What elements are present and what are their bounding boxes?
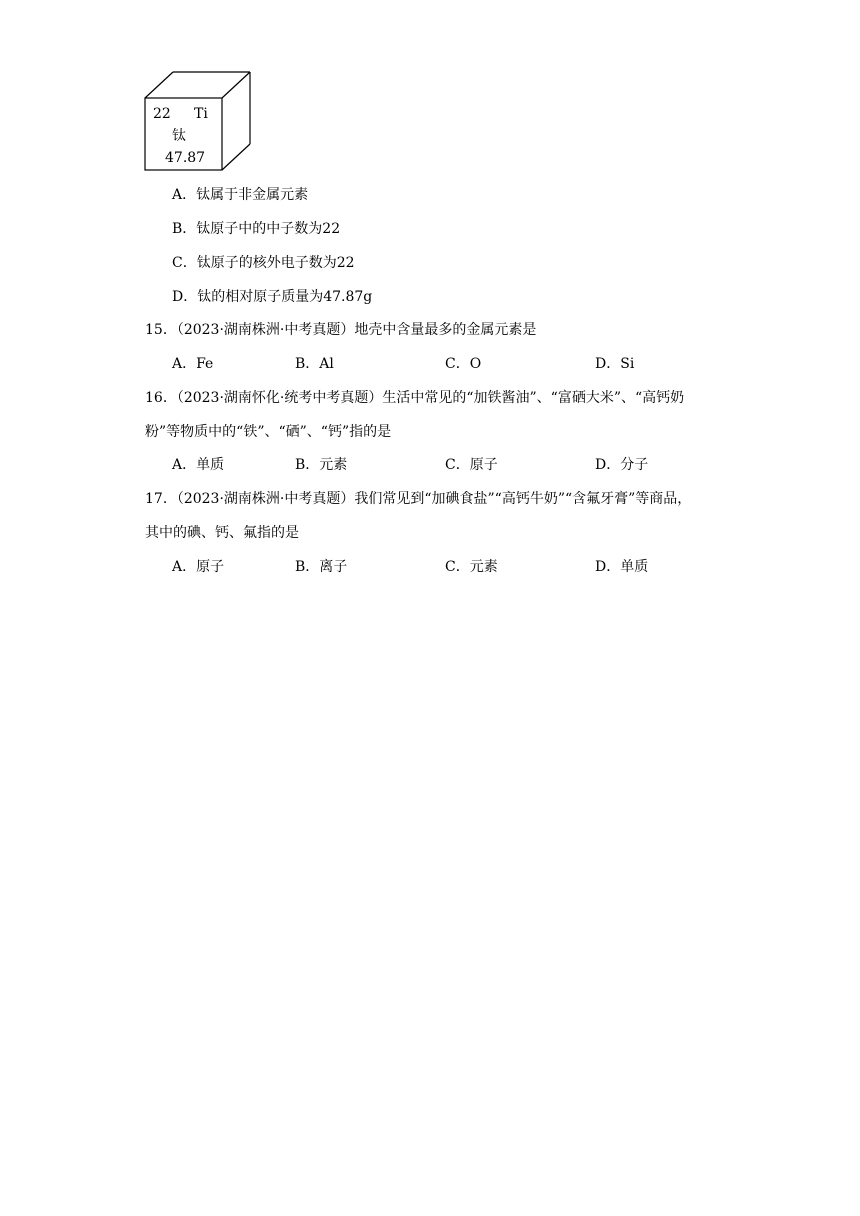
atomic-number: 22 xyxy=(153,106,171,122)
q14-option-a: A．钛属于非金属元素 xyxy=(172,187,309,203)
q17-option-b: B．离子 xyxy=(295,559,348,575)
q15-option-a: A．Fe xyxy=(172,356,214,372)
q17-stem-line1: 17．（2023·湖南株洲·中考真题）我们常见到“加碘食盐”“高钙牛奶”“含氟牙膏”等商品， xyxy=(145,491,692,507)
q16-option-a: A．单质 xyxy=(172,457,225,473)
q15-option-d: D．Si xyxy=(595,356,635,372)
q17-stem-line2: 其中的碘、钙、氟指的是 xyxy=(145,525,299,541)
q15-option-b: B．Al xyxy=(295,356,334,372)
q17-option-a: A．原子 xyxy=(172,559,225,575)
q14-option-c: C．钛原子的核外电子数为22 xyxy=(172,255,355,271)
titanium-element-cube xyxy=(143,70,253,172)
q16-stem-line2: 粉”等物质中的“铁”、“硒”、“钙”指的是 xyxy=(145,424,392,440)
q16-option-d: D．分子 xyxy=(595,457,649,473)
q14-option-b: B．钛原子中的中子数为22 xyxy=(172,221,341,237)
q16-option-c: C．原子 xyxy=(445,457,498,473)
q14-option-d: D．钛的相对原子质量为47.87g xyxy=(172,289,373,305)
q15-option-c: C．O xyxy=(445,356,482,372)
element-symbol: Ti xyxy=(194,106,208,122)
atomic-mass: 47.87 xyxy=(165,150,206,166)
element-name: 钛 xyxy=(172,128,186,144)
q16-option-b: B．元素 xyxy=(295,457,348,473)
q17-option-c: C．元素 xyxy=(445,559,498,575)
q16-stem-line1: 16．（2023·湖南怀化·统考中考真题）生活中常见的“加铁酱油”、“富硒大米”、“高钙奶 xyxy=(145,390,685,406)
q17-option-d: D．单质 xyxy=(595,559,649,575)
q15-stem: 15．（2023·湖南株洲·中考真题）地壳中含量最多的金属元素是 xyxy=(145,322,537,338)
